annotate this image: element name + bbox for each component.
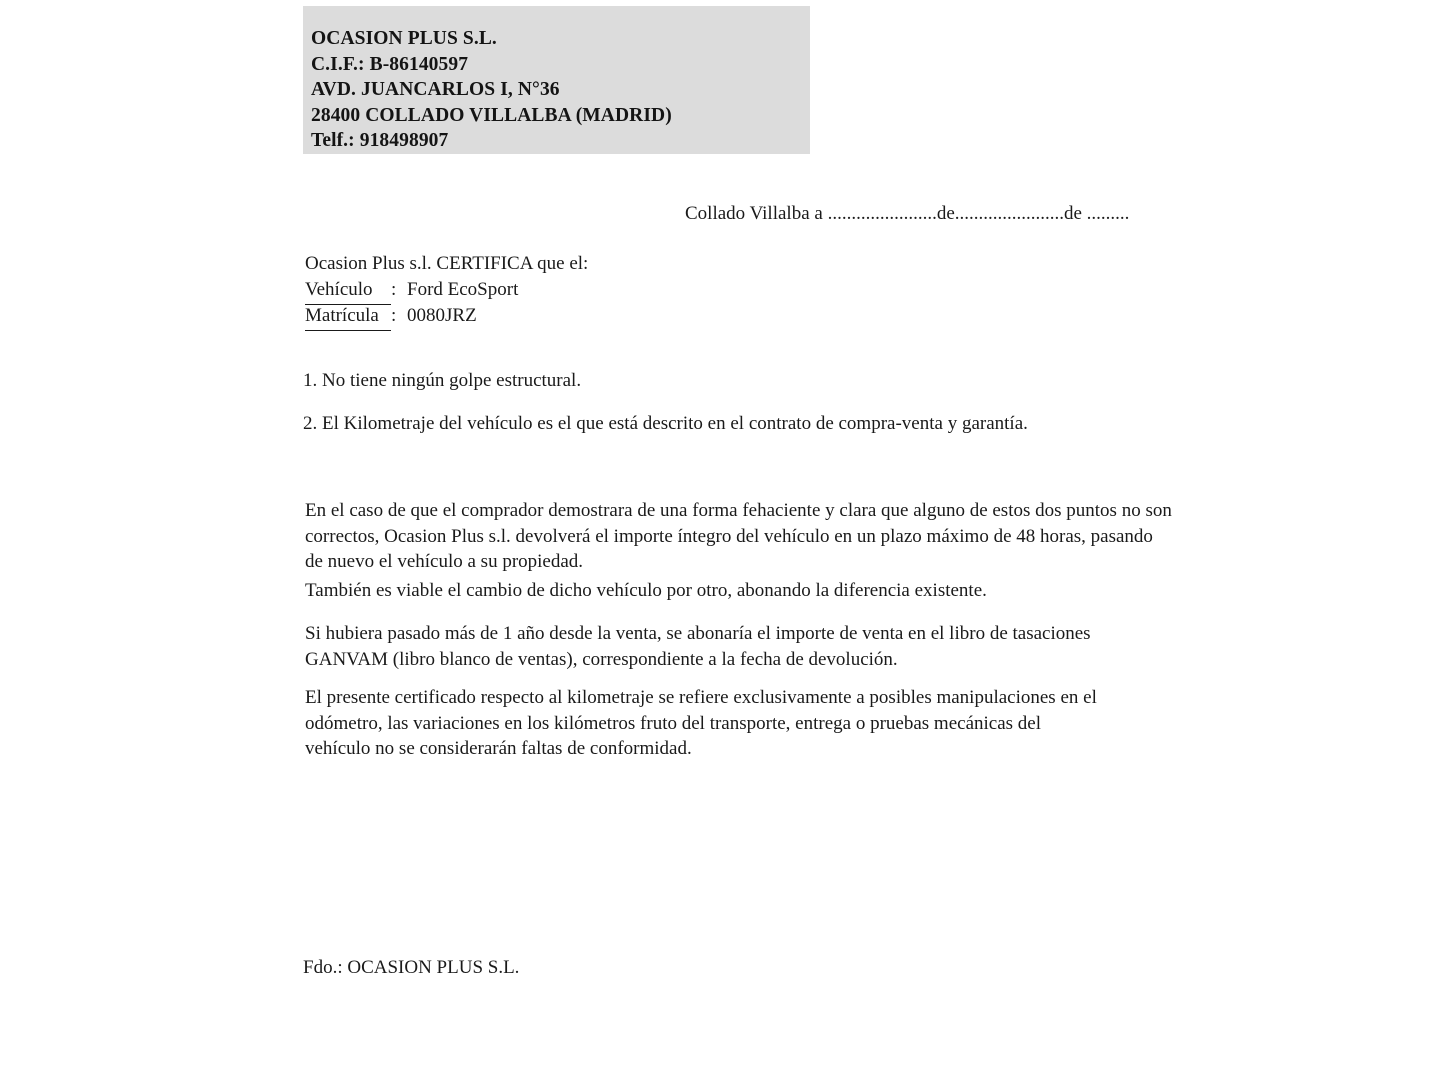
certified-point-1: 1. No tiene ningún golpe estructural. <box>303 370 582 391</box>
certifies-intro: Ocasion Plus s.l. CERTIFICA que el: <box>305 253 589 274</box>
letterhead-phone: Telf.: 918498907 <box>311 130 449 151</box>
letterhead-city-address: 28400 COLLADO VILLALBA (MADRID) <box>311 104 672 126</box>
letterhead-company-name: OCASION PLUS S.L. <box>311 28 497 49</box>
field-value-matricula: 0080JRZ <box>407 305 477 326</box>
field-value-vehiculo: Ford EcoSport <box>407 279 519 300</box>
field-label-matricula: Matrícula <box>305 303 391 331</box>
paragraph-odometer-scope: El presente certificado respecto al kilometraje se refiere exclusivamente a posibles manipulaciones en el odómetro, las variaciones en los kilómetros fruto del transporte, entrega o pruebas mecánicas del vehículo no se considerarán faltas de conformidad. <box>305 687 1097 759</box>
field-row-vehiculo <box>305 277 518 305</box>
field-row-matricula <box>305 303 477 331</box>
field-separator-matricula: : <box>391 305 397 326</box>
letterhead-street-address: AVD. JUANCARLOS I, N°36 <box>311 79 560 100</box>
paragraph-ganvam-valuation: Si hubiera pasado más de 1 año desde la venta, se abonaría el importe de venta en el libro de tasaciones GANVAM (libro blanco de ventas), correspondiente a la fecha de devolución. <box>305 623 1091 670</box>
paragraph-refund-terms: En el caso de que el comprador demostrara de una forma fehaciente y clara que alguno de estos dos puntos no son correctos, Ocasion Plus s.l. devolverá el importe íntegro del vehículo en un plazo máximo de 48 horas, pasando de nuevo el vehículo a su propiedad. <box>305 500 1172 572</box>
field-label-vehiculo: Vehículo <box>305 277 391 305</box>
letterhead-cif: C.I.F.: B-86140597 <box>311 53 469 75</box>
date-line: Collado Villalba a .......................de.......................de ......... <box>685 203 1130 224</box>
signature-line: Fdo.: OCASION PLUS S.L. <box>303 957 520 978</box>
paragraph-exchange-option: También es viable el cambio de dicho vehículo por otro, abonando la diferencia existente. <box>305 580 987 601</box>
letterhead-block <box>303 6 810 154</box>
field-separator-vehiculo: : <box>391 279 397 300</box>
certified-point-2: 2. El Kilometraje del vehículo es el que está descrito en el contrato de compra-venta y garantía. <box>303 413 1028 434</box>
